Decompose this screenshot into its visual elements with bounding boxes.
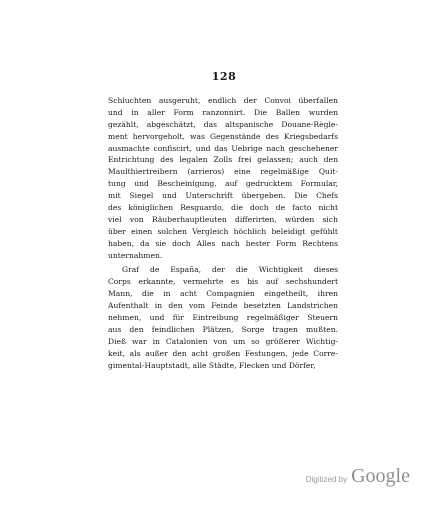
- text-line: Corps erkannte, vermehrte es bis auf sechshundert: [108, 277, 338, 287]
- text-line: aus den feindlichen Plätzen, Sorge tragen mußten.: [108, 324, 338, 334]
- text-line: ment hervorgeholt, was Gegenstände des Kriegsbedarfs: [108, 131, 338, 141]
- text-line: haben, da sie doch Alles nach bester Form Rechtens: [108, 238, 338, 248]
- digitized-watermark: [306, 465, 410, 488]
- text-line: Mann, die in acht Compagnien eingetheilt, ihren: [108, 289, 338, 299]
- google-logo: Google: [351, 465, 410, 487]
- text-line: Schluchten ausgeruht, endlich der Convoi überfallen: [108, 96, 338, 105]
- text-line: unternahmen.: [108, 250, 163, 260]
- watermark-prefix: Digitized by: [305, 475, 348, 484]
- text-line: des königlichen Resguardo, die doch de facto nicht: [108, 203, 338, 213]
- text-line: über einen solchen Vergleich höchlich beleidigt gefühlt: [108, 226, 338, 236]
- text-line: gezählt, abgeschätzt, das altspanische Douane-Règle-: [108, 119, 338, 129]
- text-line: viel von Räuberhauptleuten differirten, würden sich: [108, 214, 338, 224]
- text-line: Maulthiertreibern (arrieros) eine regelmäßige Quit-: [108, 167, 338, 177]
- text-line: nehmen, und für Eintreibung regelmäßiger Steuern: [108, 313, 338, 323]
- text-line: Dieß war in Catalonien von um so größerer Wichtig-: [108, 336, 338, 346]
- text-line: ausmachte confiscirt, und das Uebrige nach geschehener: [108, 143, 338, 153]
- text-line: und in aller Form ranzonnirt. Die Ballen wurden: [108, 107, 338, 117]
- paragraph: [108, 95, 338, 261]
- text-line: Aufenthalt in den vom Feinde besetzten Landstrichen: [108, 301, 338, 311]
- body-text: [108, 95, 338, 371]
- text-line: tung und Bescheinigung, auf gedrucktem Formular,: [108, 179, 338, 189]
- text-line: keit, als außer den acht großen Festungen, jede Corre-: [108, 348, 338, 358]
- text-line: Graf de España, der die Wichtigkeit dieses: [122, 265, 338, 275]
- text-line: mit Siegel und Unterschrift übergeben. Die Chefs: [108, 191, 338, 201]
- text-line: gimental-Hauptstadt, alle Städte, Flecken und Dörfer,: [108, 360, 316, 370]
- text-line: Entrichtung des legalen Zolls frei gelassen; auch den: [108, 155, 338, 165]
- page-number: 128: [211, 70, 237, 83]
- paragraph: [108, 264, 338, 371]
